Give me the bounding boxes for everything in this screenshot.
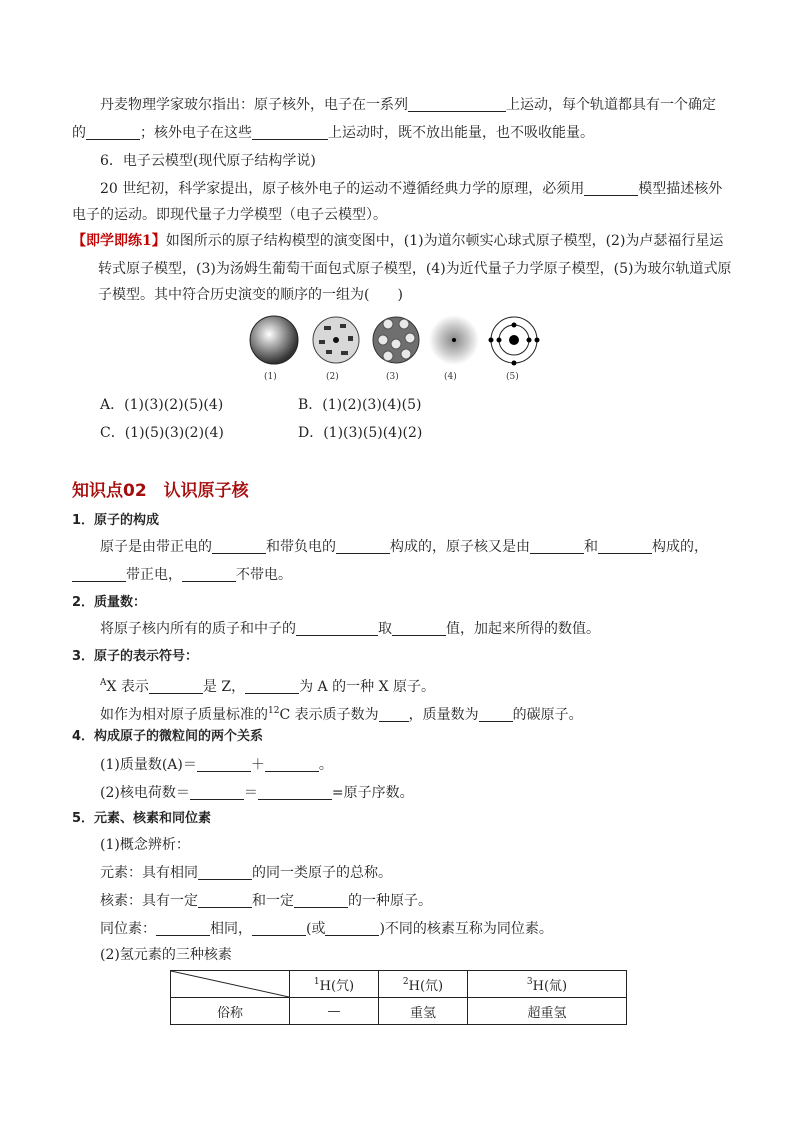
text: 的一种原子。 — [348, 893, 432, 909]
blank[interactable] — [584, 181, 638, 196]
s3-line-1 — [100, 674, 760, 696]
text: 如作为相对原子质量标准的 — [100, 707, 268, 723]
text: 的同一类原子的总称。 — [252, 865, 392, 881]
text: 上运动时，既不放出能量，也不吸收能量。 — [328, 125, 594, 141]
table-cell: 超重氢 — [468, 998, 627, 1025]
text: 的碳原子。 — [512, 707, 583, 723]
text: 构成的，原子核又是由 — [390, 539, 530, 555]
exercise-tag: 【即学即练1】 — [72, 233, 166, 249]
text: =原子序数。 — [331, 785, 414, 801]
table-header-row — [171, 971, 627, 998]
text: 的 — [72, 125, 86, 141]
table-header-cell — [468, 971, 627, 998]
blank[interactable] — [408, 97, 506, 112]
s5-title: 5．元素、核素和同位素 — [72, 811, 212, 826]
blank[interactable] — [479, 707, 513, 722]
text: (1)质量数(A)＝ — [100, 757, 197, 773]
s3-line-2 — [100, 702, 760, 724]
thomson-model-icon — [310, 314, 362, 366]
text: 核素：具有一定 — [100, 893, 198, 909]
blank[interactable] — [296, 621, 378, 636]
text: 构成的， — [652, 539, 708, 555]
superscript: 2 — [402, 976, 409, 987]
blank[interactable] — [258, 785, 332, 800]
exercise-line-1 — [72, 232, 732, 250]
cloud-line-1 — [100, 180, 760, 198]
option-a[interactable]: A．(1)(3)(2)(5)(4) — [100, 397, 224, 413]
text: )不同的核素互称为同位素。 — [379, 921, 553, 937]
blank[interactable] — [212, 539, 266, 554]
table-row — [171, 998, 627, 1025]
text: 。 — [318, 757, 333, 773]
table-header-cell — [379, 971, 468, 998]
text: H(氘) — [408, 978, 444, 994]
text: 和一定 — [252, 893, 294, 909]
table-cell: — — [290, 998, 379, 1025]
dalton-model-icon — [248, 314, 300, 366]
blank[interactable] — [198, 865, 252, 880]
s2-title: 2．质量数： — [72, 595, 147, 610]
text: 相同， — [210, 921, 252, 937]
s4-line-2 — [100, 784, 760, 802]
text: 将原子核内所有的质子和中子的 — [100, 621, 296, 637]
exercise-line-3: 子模型。其中符合历史演变的顺序的一组为( ) — [98, 287, 403, 303]
text: H(氕) — [319, 978, 355, 994]
text: 丹麦物理学家玻尔指出：原子核外，电子在一系列 — [100, 97, 408, 113]
figure-caption: (2) — [326, 372, 339, 382]
text: 和带负电的 — [266, 539, 336, 555]
option-c[interactable]: C．(1)(5)(3)(2)(4) — [100, 425, 224, 441]
text: 模型描述核外 — [638, 181, 723, 197]
s4-line-1 — [100, 756, 760, 774]
section-heading: 知识点02 认识原子核 — [72, 481, 249, 501]
blank[interactable] — [86, 125, 140, 140]
text: ；核外电子在这些 — [140, 125, 252, 141]
blank[interactable] — [156, 921, 210, 936]
text: 同位素： — [100, 921, 156, 937]
exercise-line-2: 转式原子模型，(3)为汤姆生葡萄干面包式原子模型，(4)为近代量子力学原子模型，(5)为玻尔轨道式原 — [98, 261, 732, 277]
blank[interactable] — [265, 757, 319, 772]
superscript: 1 — [313, 976, 320, 987]
s5-line-4 — [100, 920, 760, 938]
s1-line-1 — [100, 538, 760, 556]
blank[interactable] — [245, 679, 299, 694]
s3-title: 3．原子的表示符号： — [72, 649, 199, 664]
row-label-cell: 俗称 — [171, 998, 290, 1025]
s5-line-2 — [100, 864, 760, 882]
atom-models-figure — [248, 314, 538, 374]
text: 如图所示的原子结构模型的演变图中，(1)为道尔顿实心球式原子模型，(2)为卢瑟福行星运 — [165, 233, 724, 249]
blank[interactable] — [182, 567, 236, 582]
blank[interactable] — [198, 893, 252, 908]
text: 值，加起来所得的数值。 — [446, 621, 600, 637]
blank[interactable] — [197, 757, 251, 772]
s1-line-2 — [72, 566, 732, 584]
text: 不带电。 — [236, 567, 292, 583]
figure-caption: (4) — [444, 372, 457, 382]
blank[interactable] — [252, 921, 306, 936]
option-b[interactable]: B．(1)(2)(3)(4)(5) — [298, 397, 422, 413]
text: 原子是由带正电的 — [100, 539, 212, 555]
s4-title: 4．构成原子的微粒间的两个关系 — [72, 729, 264, 744]
mass-number-symbol: A — [100, 678, 107, 688]
table-corner-cell — [171, 971, 290, 998]
bohr-model-icon — [488, 314, 540, 366]
figure-caption: (1) — [264, 372, 277, 382]
text: ＋ — [250, 757, 265, 773]
text: ＝ — [243, 785, 258, 801]
text: 带正电， — [126, 567, 182, 583]
blank[interactable] — [336, 539, 390, 554]
hydrogen-isotopes-table — [170, 970, 627, 1025]
superscript: 3 — [526, 976, 533, 987]
blank[interactable] — [379, 707, 409, 722]
text: ，质量数为 — [408, 707, 479, 723]
electron-cloud-model-icon — [428, 314, 480, 366]
s2-line-1 — [100, 620, 760, 638]
blank[interactable] — [598, 539, 652, 554]
blank[interactable] — [294, 893, 348, 908]
blank[interactable] — [252, 125, 328, 140]
text: (2)核电荷数＝ — [100, 785, 190, 801]
text: 是 Z， — [202, 679, 246, 695]
text: H(氚) — [532, 978, 568, 994]
blank[interactable] — [325, 921, 379, 936]
s5-line-3 — [100, 892, 760, 910]
text: 20 世纪初，科学家提出，原子核外电子的运动不遵循经典力学的原理，必须用 — [100, 181, 585, 197]
cloud-title: 6．电子云模型(现代原子结构学说) — [100, 153, 316, 169]
option-d[interactable]: D．(1)(3)(5)(4)(2) — [298, 425, 423, 441]
text: (或 — [306, 921, 326, 937]
blank[interactable] — [72, 567, 126, 582]
table-header-cell — [290, 971, 379, 998]
text: 和 — [584, 539, 598, 555]
blank[interactable] — [392, 621, 446, 636]
superscript: 12 — [268, 706, 280, 716]
s5-line-5: (2)氢元素的三种核素 — [100, 947, 232, 963]
figure-caption: (3) — [386, 372, 399, 382]
bohr-line-1 — [100, 96, 760, 114]
s5-line-1: (1)概念辨析： — [100, 837, 190, 853]
text: 为 A 的一种 X 原子。 — [299, 679, 435, 695]
cloud-line-2: 电子的运动。即现代量子力学模型（电子云模型）。 — [72, 207, 387, 223]
bohr-line-2 — [72, 124, 732, 142]
s1-title: 1．原子的构成 — [72, 513, 160, 528]
text: C 表示质子数为 — [279, 707, 379, 723]
diagonal-line — [171, 971, 289, 997]
blank[interactable] — [530, 539, 584, 554]
text: X 表示 — [106, 679, 149, 695]
blank[interactable] — [190, 785, 244, 800]
table-cell: 重氢 — [379, 998, 468, 1025]
figure-caption: (5) — [506, 372, 519, 382]
text: 元素：具有相同 — [100, 865, 198, 881]
blank[interactable] — [149, 679, 203, 694]
rutherford-model-icon — [370, 314, 422, 366]
text: 上运动，每个轨道都具有一个确定 — [506, 97, 716, 113]
text: 取 — [378, 621, 392, 637]
